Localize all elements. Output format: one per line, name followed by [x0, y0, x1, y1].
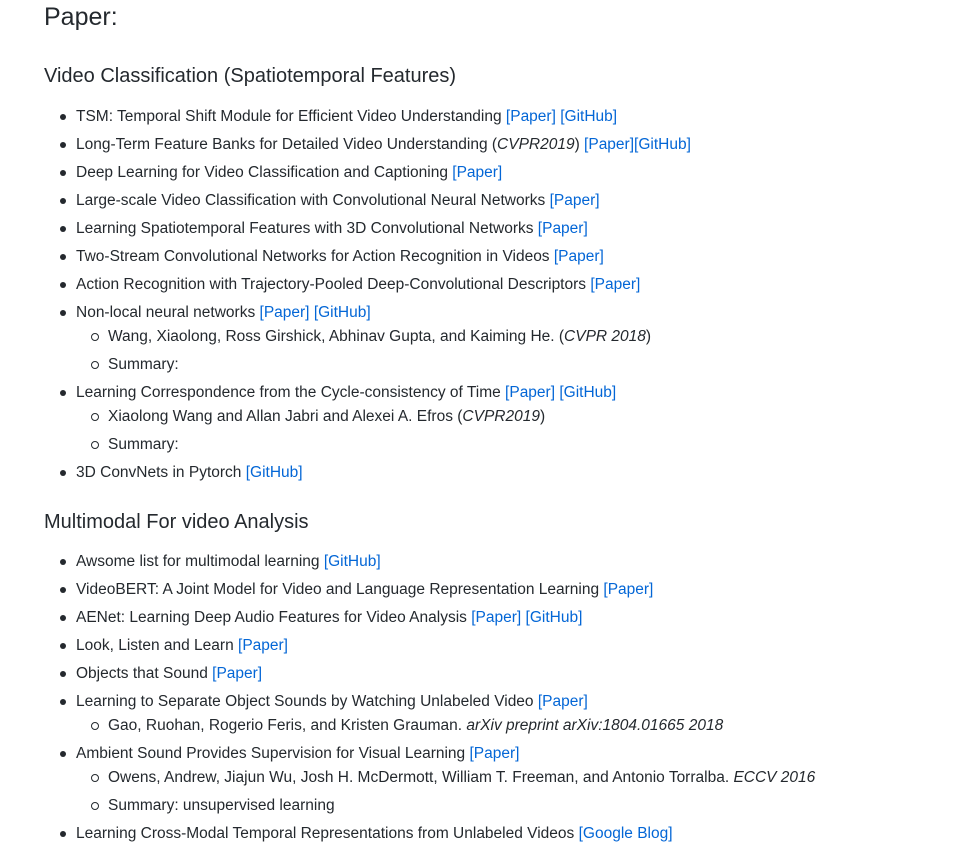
sub-list-item	[76, 792, 815, 820]
item-venue: CVPR2019	[497, 136, 575, 153]
sub-list	[76, 403, 691, 459]
github-link[interactable]: [GitHub]	[559, 384, 617, 401]
item-title: Learning Correspondence from the Cycle-consistency of Time	[76, 384, 506, 401]
citation-venue: CVPR 2018	[564, 328, 646, 345]
sub-list-item	[76, 764, 815, 792]
list-item	[44, 187, 691, 215]
paper-link[interactable]: [Paper]	[505, 108, 556, 125]
sub-item-text: Gao, Ruohan, Rogerio Feris, and Kristen Grauman.	[108, 717, 467, 734]
item-title: Learning Cross-Modal Temporal Representations from Unlabeled Videos	[76, 825, 579, 842]
paper-link[interactable]: [Paper]	[549, 192, 600, 209]
sub-item-text: Owens, Andrew, Jiajun Wu, Josh H. McDermott, William T. Freeman, and Antonio Torralba.	[108, 769, 734, 786]
paper-link[interactable]: [Paper]	[603, 581, 654, 598]
list-item	[44, 243, 691, 271]
item-title: Two-Stream Convolutional Networks for Action Recognition in Videos	[76, 248, 554, 265]
paper-link[interactable]: [Paper]	[553, 248, 604, 265]
list-item	[44, 740, 815, 820]
github-link[interactable]: [GitHub]	[525, 609, 583, 626]
paper-link[interactable]: [Paper]	[505, 384, 556, 401]
paper-link[interactable]: [Paper]	[452, 164, 503, 181]
citation-venue: ECCV 2016	[733, 769, 816, 786]
list-item	[44, 299, 691, 379]
sub-list-item	[76, 712, 815, 740]
section-title-multimodal: Multimodal For video Analysis	[44, 511, 309, 533]
list-item	[44, 215, 691, 243]
sub-item-text: Xiaolong Wang and Allan Jabri and Alexei A. Efros (	[108, 408, 463, 425]
paper-link[interactable]: [Paper]	[471, 609, 522, 626]
list-item	[44, 548, 815, 576]
item-title: Deep Learning for Video Classification and Captioning	[76, 164, 453, 181]
paper-link[interactable]: [Paper]	[584, 136, 635, 153]
list-item	[44, 660, 815, 688]
sub-item-text: Summary:	[108, 356, 179, 373]
paper-link[interactable]: [Paper]	[259, 304, 310, 321]
paper-link[interactable]: [Paper]	[537, 220, 588, 237]
list-item	[44, 576, 815, 604]
list-item	[44, 379, 691, 459]
item-venue-close: )	[574, 136, 585, 153]
paper-link[interactable]: [Paper]	[469, 745, 520, 762]
item-title: Learning to Separate Object Sounds by Watching Unlabeled Video	[76, 693, 538, 710]
sub-list	[76, 764, 815, 820]
item-title: AENet: Learning Deep Audio Features for Video Analysis	[76, 609, 472, 626]
multimodal-list	[44, 548, 815, 848]
list-item	[44, 820, 815, 848]
paper-link[interactable]: [Paper]	[238, 637, 288, 654]
item-title: Large-scale Video Classification with Convolutional Neural Networks	[76, 192, 550, 209]
item-title: Look, Listen and Learn	[76, 637, 239, 654]
list-item	[44, 632, 815, 660]
github-link[interactable]: [GitHub]	[634, 136, 691, 153]
citation-close: )	[645, 328, 652, 345]
list-item	[44, 271, 691, 299]
sub-list-item	[76, 323, 691, 351]
google-blog-link[interactable]: [Google Blog]	[578, 825, 673, 842]
github-link[interactable]: [GitHub]	[245, 464, 303, 481]
sub-list	[76, 712, 815, 740]
sub-list	[76, 323, 691, 379]
section-title-video-classification: Video Classification (Spatiotemporal Features)	[44, 65, 457, 87]
item-title: TSM: Temporal Shift Module for Efficient Video Understanding	[76, 108, 506, 125]
item-title: Awsome list for multimodal learning	[76, 553, 324, 570]
item-title: Objects that Sound	[76, 665, 213, 682]
item-title: VideoBERT: A Joint Model for Video and Language Representation Learning	[76, 581, 604, 598]
sub-list-item	[76, 351, 691, 379]
sub-list-item	[76, 431, 691, 459]
sub-item-text: Summary:	[108, 436, 179, 453]
citation-venue: arXiv preprint arXiv:1804.01665 2018	[466, 717, 724, 734]
item-title: Long-Term Feature Banks for Detailed Video Understanding (	[76, 136, 498, 153]
paper-link[interactable]: [Paper]	[537, 693, 588, 710]
sub-item-text: Summary: unsupervised learning	[108, 797, 335, 814]
page-heading: Paper:	[44, 3, 118, 31]
list-item	[44, 604, 815, 632]
video-classification-list	[44, 103, 691, 487]
sub-item-text: Wang, Xiaolong, Ross Girshick, Abhinav Gupta, and Kaiming He. (	[108, 328, 565, 345]
item-title: Ambient Sound Provides Supervision for Visual Learning	[76, 745, 470, 762]
github-link[interactable]: [GitHub]	[560, 108, 618, 125]
list-item	[44, 103, 691, 131]
list-item	[44, 688, 815, 740]
item-title: Non-local neural networks	[76, 304, 260, 321]
github-link[interactable]: [GitHub]	[323, 553, 381, 570]
list-item	[44, 131, 691, 159]
item-title: Learning Spatiotemporal Features with 3D Convolutional Networks	[76, 220, 538, 237]
citation-close: )	[539, 408, 546, 425]
item-title: Action Recognition with Trajectory-Pooled Deep-Convolutional Descriptors	[76, 276, 591, 293]
item-title: 3D ConvNets in Pytorch	[76, 464, 246, 481]
paper-link[interactable]: [Paper]	[590, 276, 641, 293]
list-item	[44, 159, 691, 187]
paper-link[interactable]: [Paper]	[212, 665, 263, 682]
sub-list-item	[76, 403, 691, 431]
list-item	[44, 459, 691, 487]
github-link[interactable]: [GitHub]	[313, 304, 371, 321]
citation-venue: CVPR2019	[462, 408, 540, 425]
